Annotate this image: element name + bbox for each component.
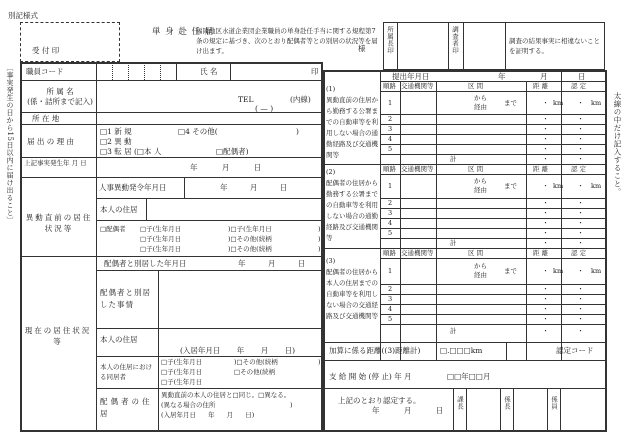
tel-label: TEL: [238, 95, 254, 104]
col-section-3: 区 間: [468, 249, 484, 257]
intro-text: 福岡地区水道企業団企業職員の単身赴任手当に関する規程第7条の規定に基づき、次のとおり配偶者等との別居の状況等を届け出ます。: [196, 27, 378, 55]
receipt-box: [20, 22, 120, 62]
current-address-label: 本人の住居: [100, 335, 138, 344]
receipt-label: 受 付 印: [32, 46, 60, 55]
cohabit-other-1[interactable]: )□その他(続柄: [234, 358, 278, 366]
sub-chief-label: 係長: [503, 396, 511, 410]
section1-title: (1) 異動直前の住居から勤務する公署までの自動車等を利用しない場合の通勤経路及び交通機関等: [326, 85, 378, 159]
col-order-3: 順路: [383, 249, 396, 257]
col-section-1: 区 間: [468, 82, 484, 90]
reason-opt-1[interactable]: □1 新 規: [100, 127, 132, 136]
added-distance-label: 加算に係る距離((3)距離計): [329, 346, 421, 355]
separate-reason-label: 配偶者と別居した事情: [100, 288, 151, 309]
prev-child-4[interactable]: □子(生年月日: [140, 245, 182, 253]
cohabit-label: 本人の住居における同居者: [100, 363, 152, 381]
cert-code-label: 認定コード: [556, 346, 594, 355]
separate-date-value: 年 月 日: [238, 259, 306, 268]
form-title: 単 身 赴 任 届: [152, 27, 215, 37]
reason-opt-4[interactable]: □4 その他(: [178, 127, 218, 136]
spouse-address-line: (異なる場合の住所: [161, 401, 216, 409]
pay-start-label: 支 給 開 始 (停 止) 年 月: [329, 372, 412, 381]
col-transport-1: 交通機関等: [401, 82, 434, 90]
cohabit-child-2[interactable]: □子(生年月日: [161, 368, 203, 376]
col-distance-3: 距 離: [533, 249, 549, 257]
separate-date-label: 配偶者と別居した年月日: [104, 259, 187, 268]
sama-label: 様: [358, 44, 366, 53]
prev-child-1[interactable]: □子(生年月日: [140, 225, 182, 233]
fact-date-value: 年 月 日: [190, 163, 262, 172]
marginal-note-left: 〔事実発生の日から15日以内に届け出ること〕: [6, 64, 14, 224]
tel-paren: ( — ): [255, 104, 274, 113]
name-label: 氏 名: [200, 67, 218, 76]
move-in-date: (入居年月日 年 月 日): [180, 346, 296, 355]
reason-opt-spouse[interactable]: □配偶者): [216, 147, 249, 156]
col-order-1: 順路: [383, 82, 396, 90]
col-cert-2: 認 定: [571, 165, 587, 173]
col-order-2: 順路: [383, 165, 396, 173]
marginal-note-right: 太線の中だけ記入すること。: [613, 92, 622, 196]
prev-spouse[interactable]: □配偶者: [100, 225, 126, 233]
fact-date-label: 上記事実発生年 月 日: [24, 159, 87, 167]
name-field[interactable]: [232, 64, 306, 78]
staff-code-label: 職員コード: [26, 67, 64, 76]
cohabit-other-2[interactable]: □その他(続柄: [234, 368, 276, 376]
prev-child-2[interactable]: )□子(生年月日: [228, 225, 272, 233]
submit-date-label: 提出年月日: [392, 72, 430, 81]
certify-text: 調査の結果事実に相違ないことを証明する。: [509, 37, 600, 55]
staff-label: 係員: [550, 396, 558, 410]
transfer-date-label: 人事異動発令年月日: [99, 183, 167, 192]
col-cert-1: 認 定: [571, 82, 587, 90]
cohabit-child-3[interactable]: □子(生年月日: [161, 378, 203, 386]
office-label: 所 属 名 (係・詰所まで記入): [27, 87, 93, 106]
transfer-date-value: 年 月 日: [220, 183, 288, 192]
prev-other-1[interactable]: )□その他(続柄: [228, 235, 272, 243]
dept-head-label: 所属長印: [386, 26, 394, 54]
prev-label: 異動直前の居住状況等: [25, 213, 93, 233]
spouse-move-in: (入居年月日 年 月 日): [161, 411, 255, 419]
current-label: 現在の居住状況等: [24, 326, 92, 346]
seal-label: 印: [311, 67, 319, 76]
col-transport-3: 交通機関等: [401, 249, 434, 257]
col-section-2: 区 間: [468, 165, 484, 173]
certify-date: 年 月 日: [372, 406, 444, 415]
location-label: 所 在 地: [32, 114, 60, 123]
spouse-address-label: 配偶者の住居: [100, 397, 153, 418]
col-distance-2: 距 離: [533, 165, 549, 173]
ext-label: (内線): [290, 95, 311, 104]
prev-child-3[interactable]: □子(生年月日: [140, 235, 182, 243]
section3-title: (3) 配偶者の住居から本人の住居までの自動車等を利用しない場合の交通経路及び交通機関等: [326, 257, 378, 320]
chief-label: 課長: [456, 396, 464, 410]
reason-opt-2[interactable]: □2 異 動: [100, 137, 132, 146]
certify-line: 上記のとおり認定する。: [338, 396, 421, 405]
added-distance-value: □.□□□km: [440, 346, 483, 355]
cohabit-child-1[interactable]: □子(生年月日: [161, 358, 203, 366]
col-transport-2: 交通機関等: [401, 165, 434, 173]
reason-label: 届 出 の 理 由: [27, 137, 75, 146]
prev-other-2[interactable]: )□その他(続柄: [228, 245, 272, 253]
spouse-same-diff[interactable]: 異動直前の本人の住居と□同じ。□異なる。: [161, 391, 291, 399]
investigator-label: 調査者印: [451, 26, 459, 54]
pay-start-value: □□年□□月: [447, 372, 491, 381]
reason-opt-3[interactable]: □3 転 居 (□本 人: [100, 147, 162, 156]
col-distance-1: 距 離: [533, 82, 549, 90]
col-cert-3: 認 定: [571, 249, 587, 257]
form-tag: 別記様式: [8, 11, 38, 20]
section2-title: (2) 配偶者の住居から勤務する公署までの自動車等を利用しない場合の通勤経路及び交通機関等: [326, 168, 378, 242]
prev-address-label: 本人の住居: [100, 205, 138, 214]
